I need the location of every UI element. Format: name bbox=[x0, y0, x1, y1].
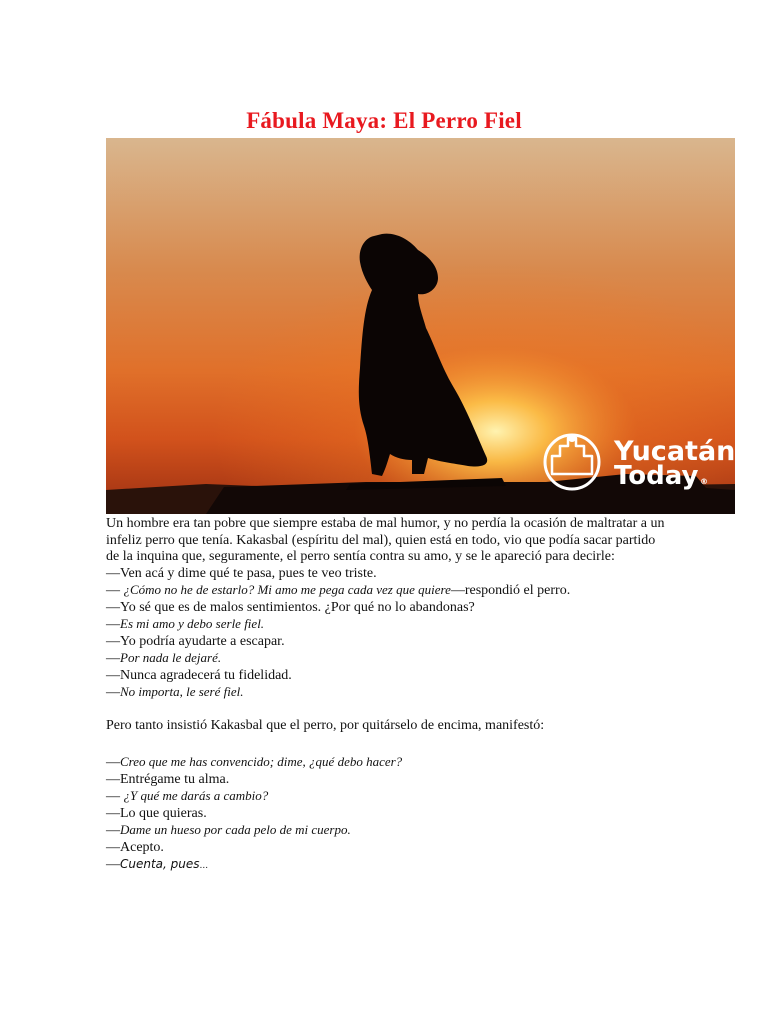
middle-paragraph: Pero tanto insistió Kakasbal que el perro, por quitárselo de encima, manifestó: bbox=[106, 717, 545, 733]
dialogue-line: —Yo sé que es de malos sentimientos. ¿Por qué no lo abandonas? bbox=[106, 599, 475, 615]
logo-line1: Yucatán bbox=[614, 436, 735, 467]
dialogue-line: — ¿Y qué me darás a cambio? bbox=[106, 788, 269, 804]
dialogue-line: —Yo podría ayudarte a escapar. bbox=[106, 633, 285, 649]
dialogue-line: — ¿Cómo no he de estarlo? Mi amo me pega cada vez que quiere—respondió el perro. bbox=[106, 582, 571, 598]
dialogue-line: —Por nada le dejaré. bbox=[106, 650, 222, 666]
dog-silhouette-illustration bbox=[106, 138, 735, 514]
dog-sunset-image bbox=[106, 138, 735, 514]
intro-paragraph: Un hombre era tan pobre que siempre estaba de mal humor, y no perdía la ocasión de maltratar a un infeliz perro que tenía. Kakasbal (espíritu del mal), quien está en todo, vio que podía sacar partido de la inquina que, seguramente, el perro sentía contra su amo, y se le apareció para decirle: bbox=[106, 516, 665, 564]
dialogue-line: —Creo que me has convencido; dime, ¿qué debo hacer? bbox=[106, 754, 403, 770]
fable-text bbox=[106, 516, 666, 875]
dialogue-line: —Ven acá y dime qué te pasa, pues te veo triste. bbox=[106, 565, 377, 581]
dialogue-line: —Entrégame tu alma. bbox=[106, 771, 230, 787]
dialogue-line: —Lo que quieras. bbox=[106, 805, 207, 821]
dialogue-line: —Dame un hueso por cada pelo de mi cuerpo. bbox=[106, 822, 351, 838]
dialogue-line: —Acepto. bbox=[106, 839, 164, 855]
dialogue-line: —Nunca agradecerá tu fidelidad. bbox=[106, 667, 292, 683]
logo-mark: ® bbox=[700, 477, 708, 486]
logo-line2: Today bbox=[614, 461, 699, 491]
page-title: Fábula Maya: El Perro Fiel bbox=[246, 108, 522, 133]
dialogue-line: —No importa, le seré fiel. bbox=[106, 684, 244, 700]
dialogue-line: —Es mi amo y debo serle fiel. bbox=[106, 616, 265, 632]
dialogue-line: —Cuenta, pues... bbox=[106, 857, 209, 872]
